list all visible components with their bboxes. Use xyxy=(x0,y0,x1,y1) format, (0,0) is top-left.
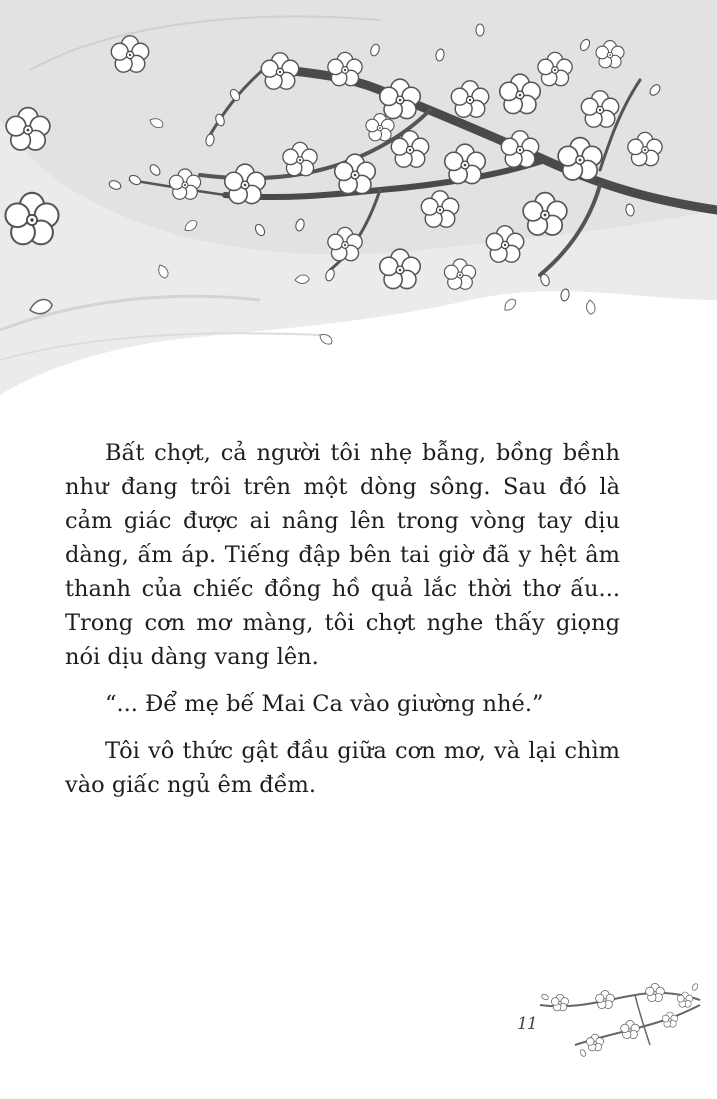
body-text xyxy=(65,436,620,815)
blossom-branch-illustration xyxy=(0,0,717,420)
paragraph: “... Để mẹ bế Mai Ca vào giường nhé.” xyxy=(105,691,544,717)
page-number: 11 xyxy=(517,1014,537,1034)
footer-blossom-sprig xyxy=(535,975,705,1065)
paragraph: Bất chợt, cả người tôi nhẹ bẫng, bồng bềnh như đang trôi trên một dòng sông. Sau đó là cảm giác được ai nâng lên trong vòng tay dịu dàng, ấm áp. Tiếng đập bên tai giờ đã y hệt âm thanh của chiếc đồng hồ quả lắc thời thơ ấu... Trong cơn mơ màng, tôi chợt nghe thấy giọng nói dịu dàng vang lên. xyxy=(65,440,620,670)
paragraph: Tôi vô thức gật đầu giữa cơn mơ, và lại chìm vào giấc ngủ êm đềm. xyxy=(65,738,620,798)
